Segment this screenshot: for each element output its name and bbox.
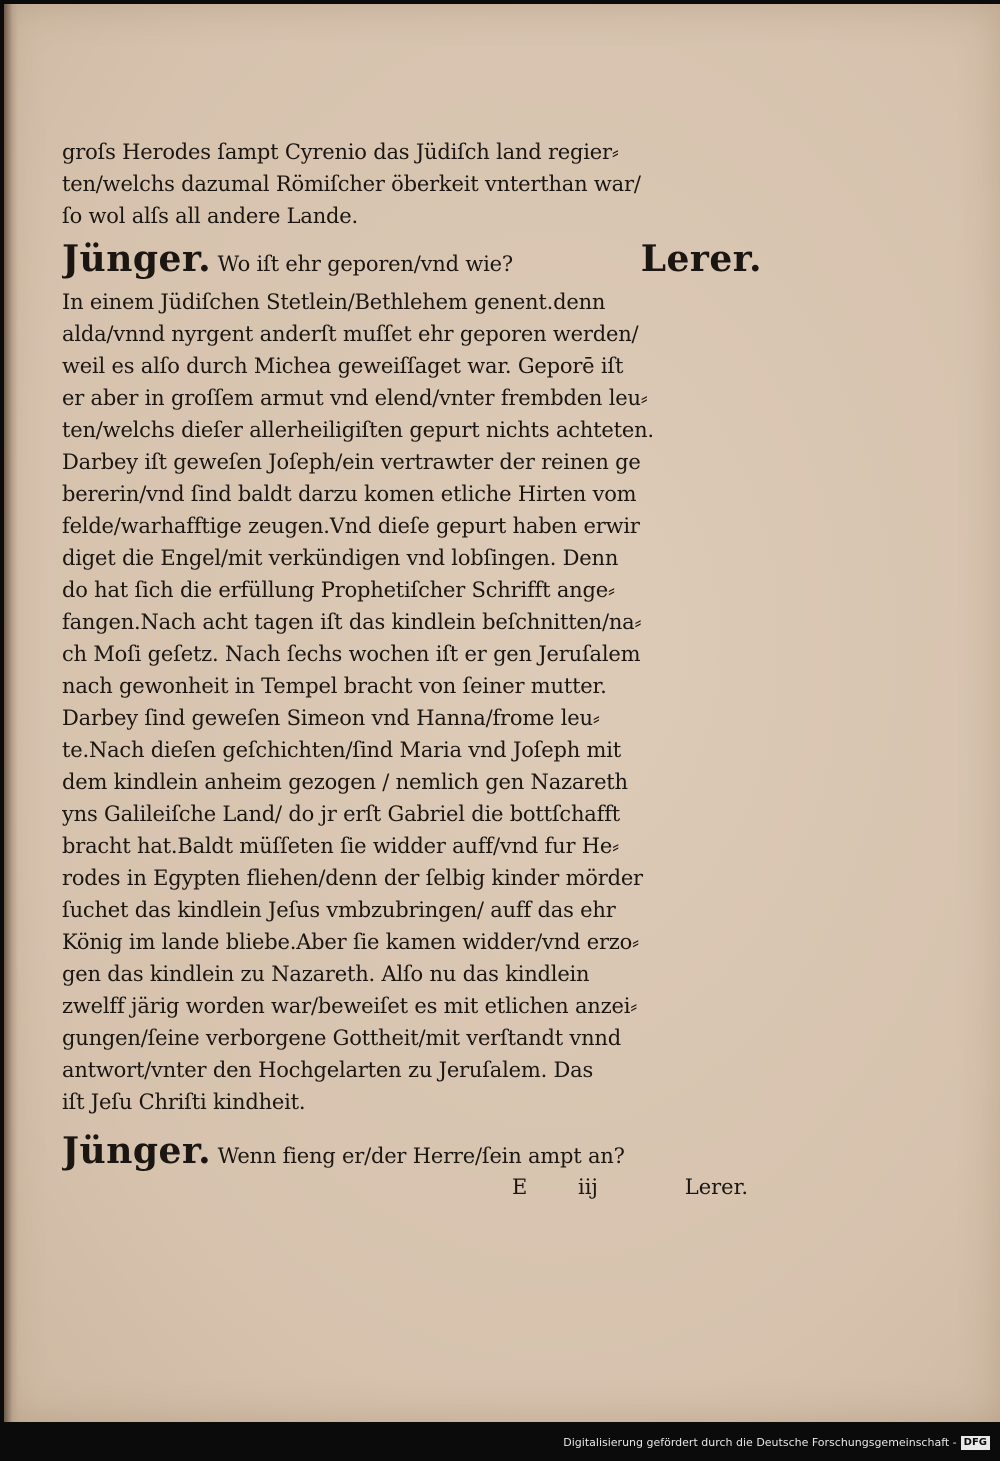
text-line: rodes in Egypten fliehen/denn der ſelbig kinder mörder xyxy=(62,866,643,890)
page-spine-shadow xyxy=(4,4,18,1422)
signature-number: iij xyxy=(578,1175,598,1199)
text-line: diget die Engel/mit verkündigen vnd lobſingen. Denn xyxy=(62,546,619,570)
text-line: bracht hat.Baldt müſſeten ſie widder auff/vnd fur He⸗ xyxy=(62,834,619,858)
text-line: do hat ſich die erfüllung Prophetiſcher Schrifft ange⸗ xyxy=(62,578,615,602)
text-line: antwort/vnter den Hochgelarten zu Jeruſalem. Das xyxy=(62,1058,594,1082)
text-line: ſo wol alſs all andere Lande. xyxy=(62,204,358,228)
catchword: Lerer. xyxy=(684,1175,748,1199)
text-line: gungen/ſeine verborgene Gottheit/mit verſtandt vnnd xyxy=(62,1026,621,1050)
text-line: iſt Jeſu Chriſti kindheit. xyxy=(62,1090,306,1114)
text-line: fangen.Nach acht tagen iſt das kindlein beſchnitten/na⸗ xyxy=(62,610,642,634)
speaker-label: Jünger. xyxy=(62,1130,212,1172)
question-text: Wenn fieng er/der Herre/ſein ampt an? xyxy=(217,1144,625,1168)
digitization-footer xyxy=(563,1433,990,1453)
dialogue-line-question xyxy=(62,232,762,286)
text-line: groſs Herodes ſampt Cyrenio das Jüdiſch land regier⸗ xyxy=(62,140,619,164)
text-line: König im lande bliebe.Aber ſie kamen widder/vnd erzo⸗ xyxy=(62,930,639,954)
speaker-label: Jünger. xyxy=(62,238,212,280)
dfg-logo-icon: DFG xyxy=(961,1436,990,1450)
text-line: felde/warhafftige zeugen.Vnd dieſe gepurt haben erwir xyxy=(62,514,640,538)
text-line: In einem Jüdiſchen Stetlein/Bethlehem genent.denn xyxy=(62,290,606,314)
catchline xyxy=(500,1170,762,1204)
text-line: weil es alſo durch Michea geweiſſaget war. Geporē iſt xyxy=(62,354,624,378)
text-line: gen das kindlein zu Nazareth. Alſo nu das kindlein xyxy=(62,962,590,986)
speaker-label: Lerer. xyxy=(640,238,762,280)
text-line: ten/welchs dazumal Römiſcher öberkeit vnterthan war/ xyxy=(62,172,641,196)
signature-mark: E xyxy=(512,1175,528,1199)
text-line: dem kindlein anheim gezogen / nemlich gen Nazareth xyxy=(62,770,628,794)
footer-text: Digitalisierung gefördert durch die Deutsche Forschungsgemeinschaft - xyxy=(563,1436,957,1449)
text-line: ten/welchs dieſer allerheiligiſten gepurt nichts achteten. xyxy=(62,418,654,442)
text-line: bererin/vnd ſind baldt darzu komen etliche Hirten vom xyxy=(62,482,637,506)
text-line: nach gewonheit in Tempel bracht von ſeiner mutter. xyxy=(62,674,607,698)
text-line: te.Nach dieſen geſchichten/ſind Maria vnd Joſeph mit xyxy=(62,738,621,762)
text-line: Darbey ſind geweſen Simeon vnd Hanna/frome leu⸗ xyxy=(62,706,600,730)
text-line: er aber in groſſem armut vnd elend/vnter frembden leu⸗ xyxy=(62,386,648,410)
text-line: yns Galileiſche Land/ do jr erſt Gabriel die bottſchafft xyxy=(62,802,621,826)
text-line: ſuchet das kindlein Jeſus vmbzubringen/ auff das ehr xyxy=(62,898,616,922)
text-line: Darbey iſt geweſen Joſeph/ein vertrawter der reinen ge xyxy=(62,450,641,474)
page-text xyxy=(62,136,762,1178)
text-line: ch Moſi geſetz. Nach ſechs wochen iſt er gen Jeruſalem xyxy=(62,642,641,666)
question-text: Wo iſt ehr geporen/vnd wie? xyxy=(217,252,513,276)
text-line: alda/vnnd nyrgent anderſt muſſet ehr geporen werden/ xyxy=(62,322,639,346)
text-line: zwelff järig worden war/beweiſet es mit etlichen anzei⸗ xyxy=(62,994,638,1018)
